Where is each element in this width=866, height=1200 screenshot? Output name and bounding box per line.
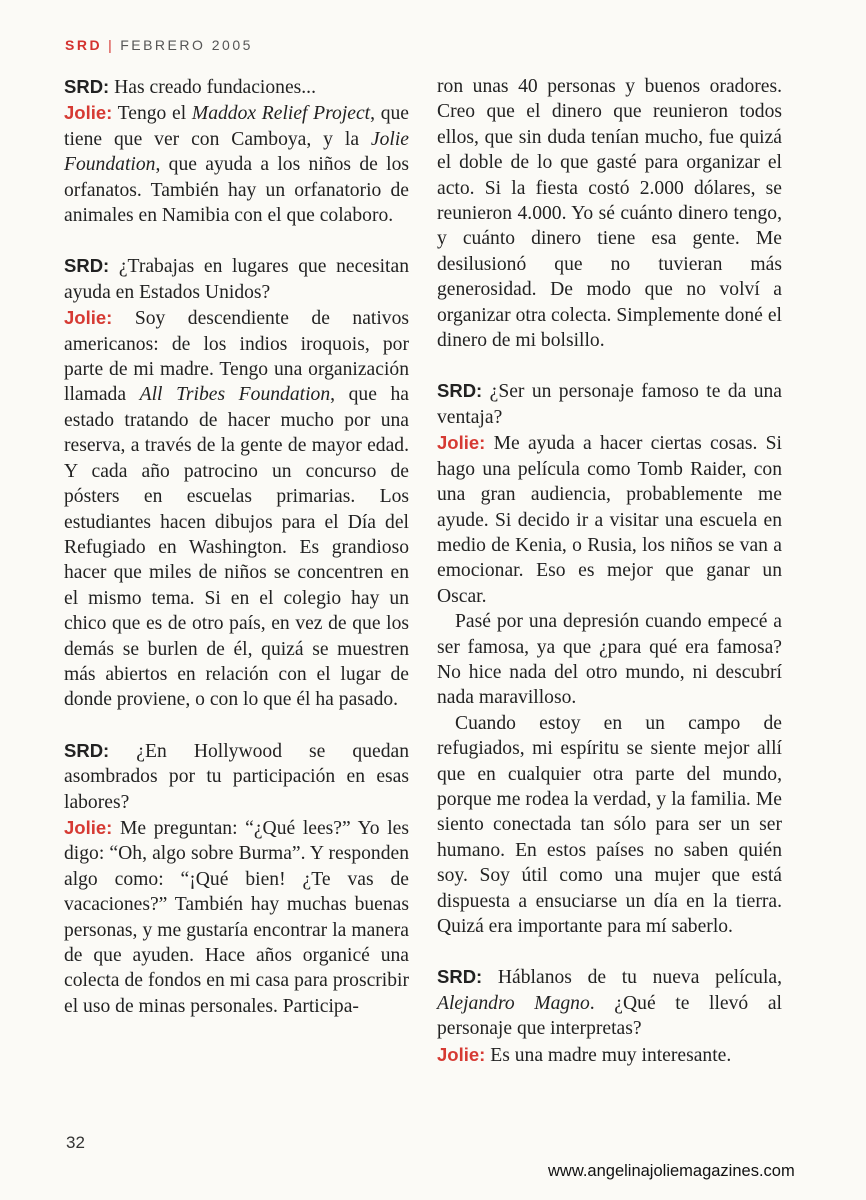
left-column — [64, 74, 409, 1044]
answer-paragraph: Pasé por una depresión cuando empecé a ser famosa, ya que ¿para qué era famosa? No hice nada del otro mundo, ni descubrí nada maravilloso. — [437, 611, 782, 709]
foundation-name: All Tribes Foundation — [139, 384, 331, 406]
speaker-jolie: Jolie: — [437, 1043, 486, 1065]
speaker-srd: SRD: — [64, 739, 110, 761]
right-column — [437, 74, 782, 1093]
page-header — [65, 37, 253, 53]
qa-continuation — [437, 74, 782, 353]
answer — [437, 1042, 782, 1068]
qa-block — [64, 74, 409, 228]
answer — [64, 100, 409, 228]
speaker-srd: SRD: — [64, 76, 110, 97]
speaker-srd: SRD: — [64, 255, 110, 277]
question-text: ¿En Hollywood se quedan asombrados por tu participación en esas labores? — [64, 740, 409, 813]
magazine-brand: SRD — [65, 37, 103, 53]
question — [437, 378, 782, 430]
answer-text: ron unas 40 personas y buenos oradores. Creo que el dinero que reunieron todos ellos, que sin duda tenían mucho, fue quizá el doble de lo que gasté para organizar el acto. Si la fiesta costó 2.000 dólares, se reunieron 4.000. Yo sé cuánto dinero tengo, y cuánto dinero tiene esa gente. Me desilusionó que no tuvieran más generosidad. De modo que no volví a organizar otra colecta. Simplemente doné el dinero de mi bolsillo. — [437, 76, 782, 352]
speaker-jolie: Jolie: — [64, 816, 113, 838]
qa-block — [437, 964, 782, 1068]
speaker-srd: SRD: — [437, 380, 483, 402]
page-number: 32 — [66, 1133, 85, 1152]
question — [64, 738, 409, 815]
question-text: . ¿Qué te llevó al personaje que interpretas? — [437, 992, 782, 1040]
qa-block — [437, 378, 782, 939]
speaker-jolie: Jolie: — [64, 102, 113, 124]
answer-text: Me preguntan: “¿Qué lees?” Yo les digo: “Oh, algo sobre Burma”. Y responden algo como: “¡Qué bien! ¿Te vas de vacaciones?” También hay muchas buenas personas, y me gustaría encontrar la manera de que ayuden. Hace años organicé una colecta de fondos en mi casa para proscribir el uso de minas personales. Participa- — [64, 817, 409, 1017]
question — [437, 964, 782, 1041]
question-text: ¿Ser un personaje famoso te da una ventaja? — [437, 381, 782, 428]
foundation-name: Maddox Relief Project — [191, 103, 371, 125]
answer-text: Tengo el — [117, 103, 192, 125]
watermark-url: www.angelinajoliemagazines.com — [548, 1162, 795, 1180]
foundation-name: Jolie Foundation — [64, 128, 409, 176]
answer-text: , que ayuda a los niños de los orfanatos. También hay un orfanatorio de animales en Namibia con el que colaboro. — [64, 154, 409, 227]
answer-text: , que ha estado tratando de hacer mucho por una reserva, a través de la gente de mayor edad. Y cada año patrocino un concurso de pósters en escuelas primarias. Los estudiantes hacen dibujos para el Día del Refugiado en Washington. Es grandioso hacer que miles de niños se concentren en el mismo tema. Si en el colegio hay un chico que es de otro país, en vez de que los demás se burlen de él, quizá se muestren más abiertos en relación con el lugar de donde proviene, o con lo que él ha pasado. — [64, 384, 410, 711]
speaker-jolie: Jolie: — [437, 432, 486, 454]
question-text: Has creado fundaciones... — [114, 77, 316, 98]
answer-paragraph: Cuando estoy en un campo de refugiados, mi espíritu se siente mejor allí que en cualquier otra parte del mundo, porque me rodea la verdad, y la familia. Me siento conectada tan sólo para ser un ser humano. En estos países no saben quién soy. Soy útil como una mujer que está dispuesta a ensuciarse un día en la tierra. Quizá era importante para mí saberlo. — [437, 712, 782, 937]
answer-text: Me ayuda a hacer ciertas cosas. Si hago una película como Tomb Raider, con una gran audiencia, probablemente me ayude. Si decido ir a visitar una escuela en medio de Kenia, o Rusia, los niños se van a emocionar. Eso es mejor que ganar un Oscar. — [437, 433, 782, 607]
question — [64, 74, 409, 100]
question-text: ¿Trabajas en lugares que necesitan ayuda en Estados Unidos? — [64, 256, 409, 303]
header-separator: | — [108, 37, 115, 53]
speaker-srd: SRD: — [437, 966, 483, 988]
question-text: Háblanos de tu nueva película, — [497, 967, 782, 989]
question — [64, 253, 409, 305]
answer — [64, 305, 409, 713]
qa-block — [64, 253, 409, 712]
answer — [437, 430, 782, 609]
issue-date: FEBRERO 2005 — [120, 37, 253, 53]
film-title: Alejandro Magno — [437, 992, 590, 1014]
answer — [64, 815, 409, 1019]
answer-text: Soy descendiente de nativos americanos: de los indios iroquois, por parte de mi madre. Tengo una organización llamada — [64, 308, 409, 406]
qa-block — [64, 738, 409, 1019]
answer-text: Es una madre muy interesante. — [490, 1044, 732, 1066]
speaker-jolie: Jolie: — [64, 307, 113, 329]
answer-text: , que tiene que ver con Camboya, y la — [64, 103, 410, 150]
